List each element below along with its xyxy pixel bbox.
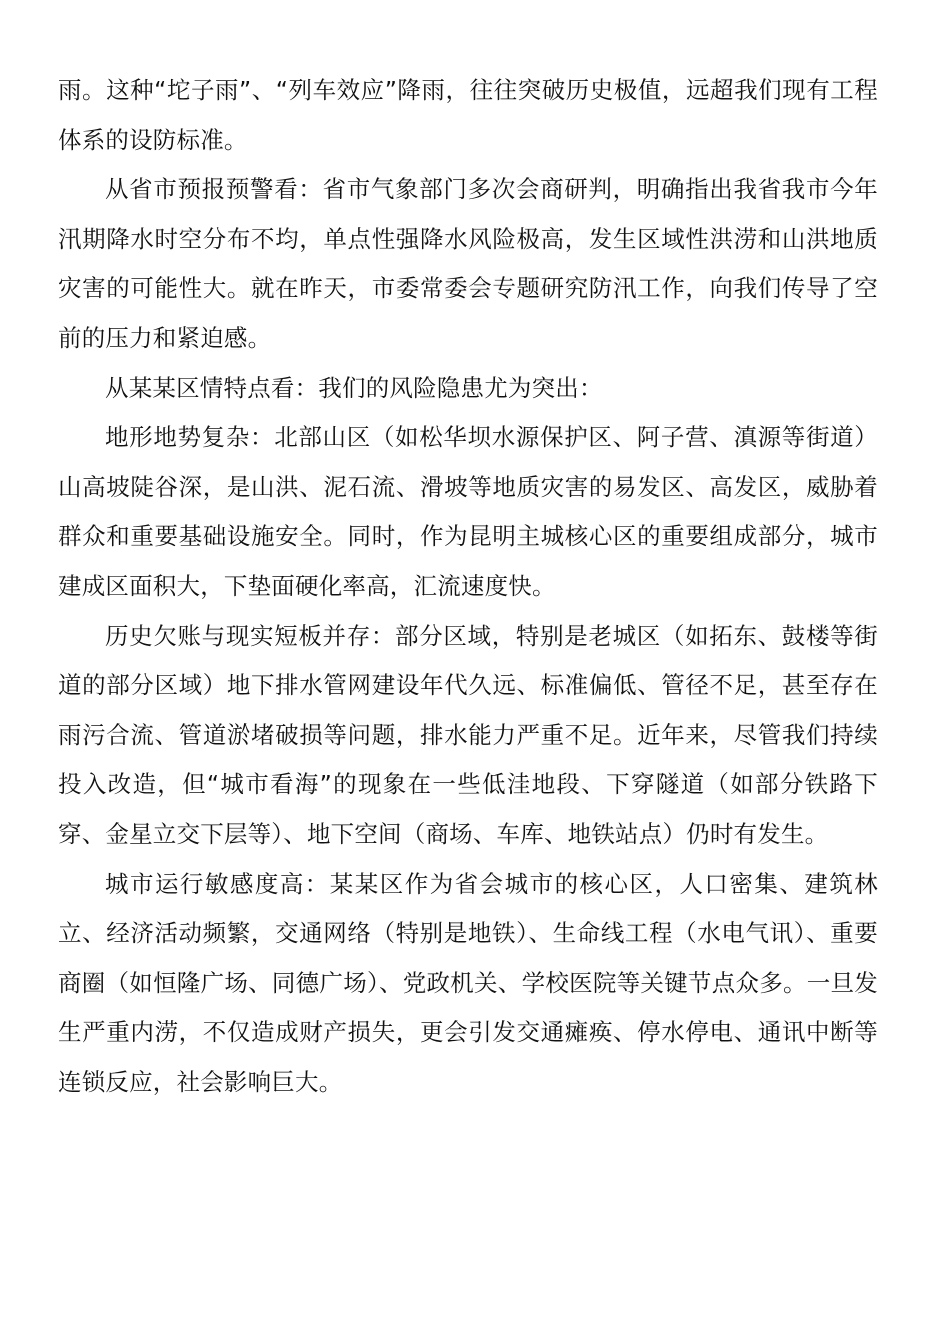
paragraph-drainage: 历史欠账与现实短板并存：部分区域，特别是老城区（如拓东、鼓楼等街道的部分区域）地下排水管网建设年代久远、标准偏低、管径不足，甚至存在雨污合流、管道淤堵破损等问题，排水能力严重不足。近年来，尽管我们持续投入改造，但“城市看海”的现象在一些低洼地段、下穿隧道（如部分铁路下穿、金星立交下层等）、地下空间（商场、车库、地铁站点）仍时有发生。 <box>58 621 878 848</box>
document-body <box>58 66 878 1107</box>
paragraph-city-sensitivity: 城市运行敏感度高：某某区作为省会城市的核心区，人口密集、建筑林立、经济活动频繁，交通网络（特别是地铁）、生命线工程（水电气讯）、重要商圈（如恒隆广场、同德广场）、党政机关、学校医院等关键节点众多。一旦发生严重内涝，不仅造成财产损失，更会引发交通瘫痪、停水停电、通讯中断等连锁反应，社会影响巨大。 <box>58 869 878 1096</box>
paragraph-district-intro: 从某某区情特点看：我们的风险隐患尤为突出： <box>105 373 603 402</box>
paragraph-terrain: 地形地势复杂：北部山区（如松华坝水源保护区、阿子营、滇源等街道）山高坡陡谷深，是山洪、泥石流、滑坡等地质灾害的易发区、高发区，威胁着群众和重要基础设施安全。同时，作为昆明主城核心区的重要组成部分，城市建成区面积大，下垫面硬化率高，汇流速度快。 <box>58 423 878 600</box>
paragraph-continuation: 雨。这种“坨子雨”、“列车效应”降雨，往往突破历史极值，远超我们现有工程体系的设防标准。 <box>58 76 878 154</box>
paragraph-forecast: 从省市预报预警看：省市气象部门多次会商研判，明确指出我省我市今年汛期降水时空分布不均，单点性强降水风险极高，发生区域性洪涝和山洪地质灾害的可能性大。就在昨天，市委常委会专题研究防汛工作，向我们传导了空前的压力和紧迫感。 <box>58 175 878 352</box>
